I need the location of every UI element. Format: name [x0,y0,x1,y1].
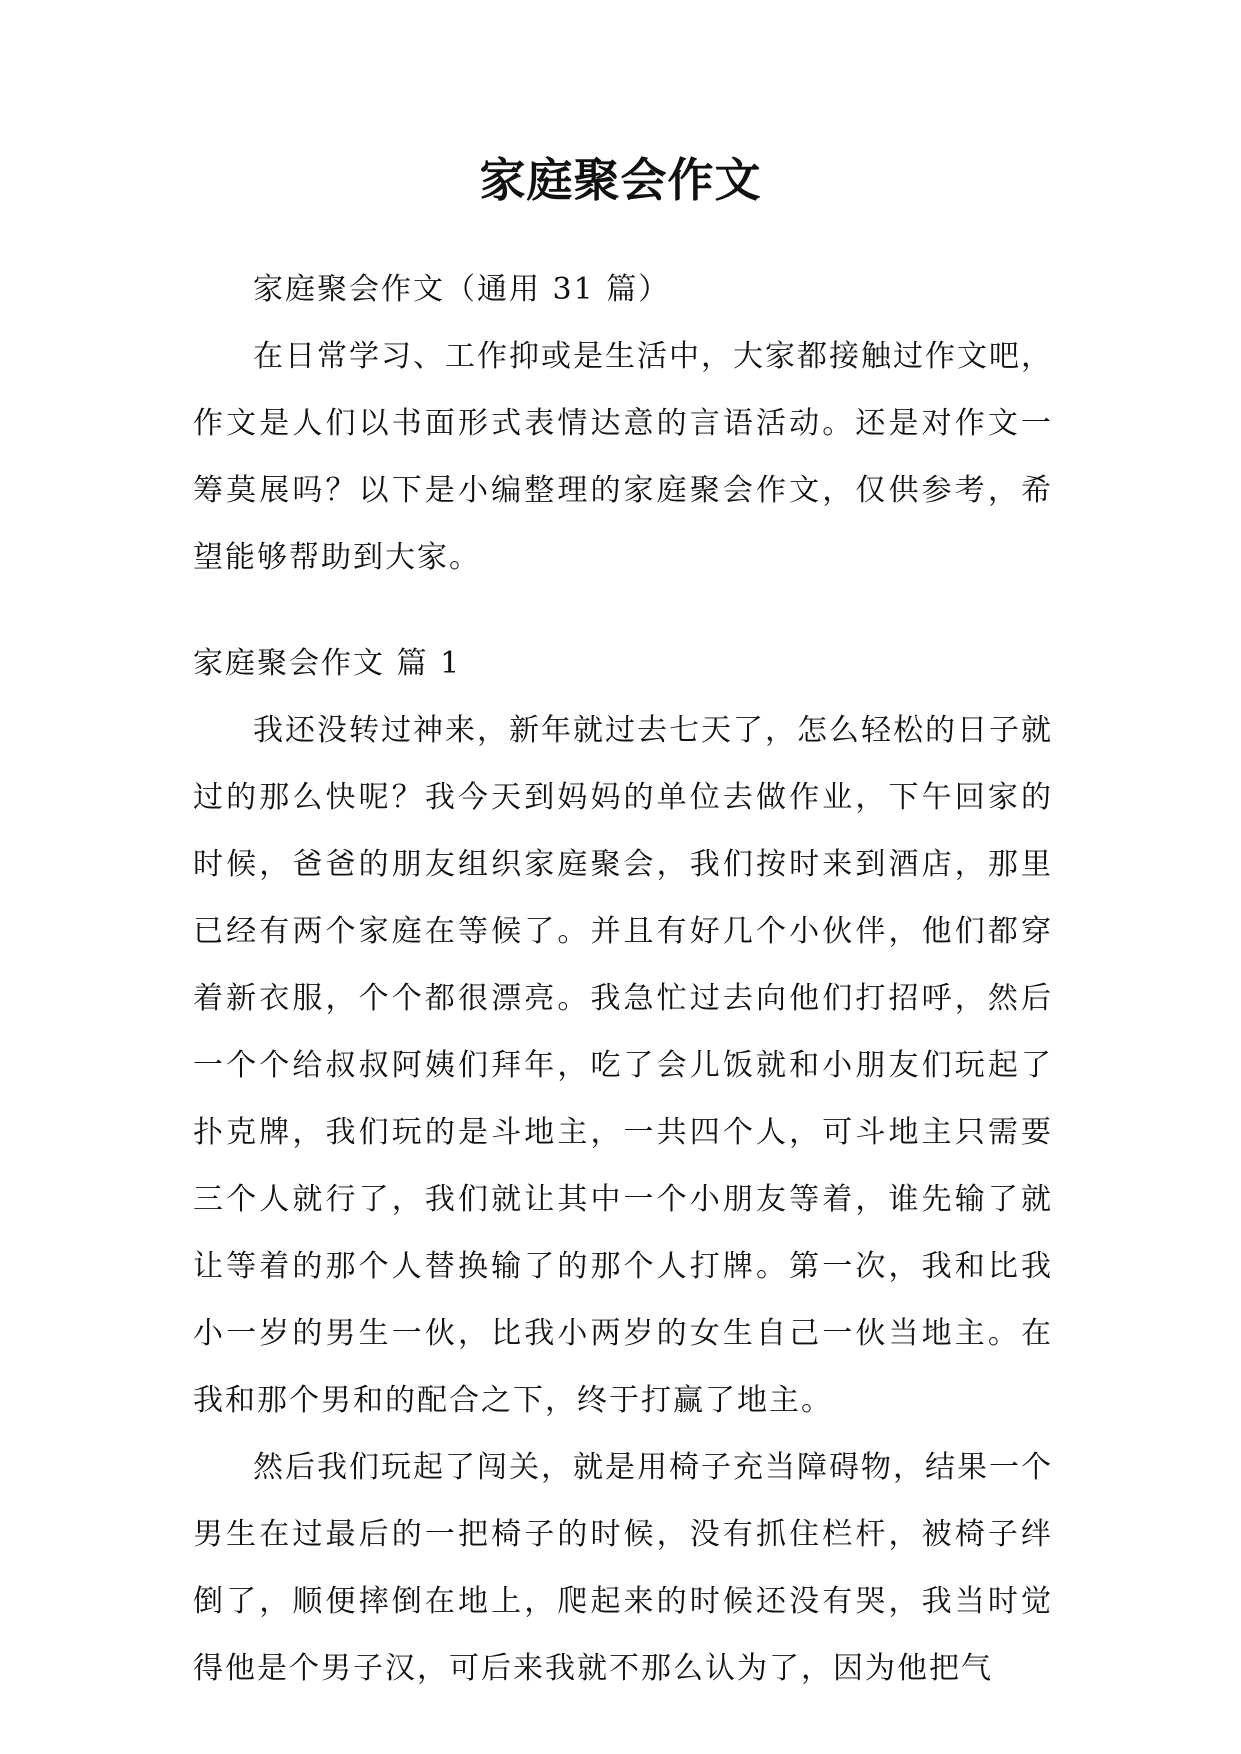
intro-block [193,256,1053,591]
intro-paragraph: 在日常学习、工作抑或是生活中，大家都接触过作文吧，作文是人们以书面形式表情达意的言语活动。还是对作文一筹莫展吗？以下是小编整理的家庭聚会作文，仅供参考，希望能够帮助到大家。 [193,339,1053,575]
essay-paragraph: 然后我们玩起了闯关，就是用椅子充当障碍物，结果一个男生在过最后的一把椅子的时候，没有抓住栏杆，被椅子绊倒了，顺便摔倒在地上，爬起来的时候还没有哭，我当时觉得他是个男子汉，可后来我就不那么认为了，因为他把气 [193,1450,1053,1686]
document-subtitle: 家庭聚会作文（通用 31 篇） [253,272,671,307]
document-title: 家庭聚会作文 [479,153,762,207]
section-heading: 家庭聚会作文 篇 1 [193,646,462,681]
essay-paragraph: 我还没转过神来，新年就过去七天了，怎么轻松的日子就过的那么快呢？我今天到妈妈的单位去做作业，下午回家的时候，爸爸的朋友组织家庭聚会，我们按时来到酒店，那里已经有两个家庭在等候了。并且有好几个小伙伴，他们都穿着新衣服，个个都很漂亮。我急忙过去向他们打招呼，然后一个个给叔叔阿姨们拜年，吃了会儿饭就和小朋友们玩起了扑克牌，我们玩的是斗地主，一共四个人，可斗地主只需要三个人就行了，我们就让其中一个小朋友等着，谁先输了就让等着的那个人替换输了的那个人打牌。第一次，我和比我小一岁的男生一伙，比我小两岁的女生自己一伙当地主。在我和那个男和的配合之下，终于打赢了地主。 [193,713,1053,1418]
essay-section-1 [193,630,1053,1702]
